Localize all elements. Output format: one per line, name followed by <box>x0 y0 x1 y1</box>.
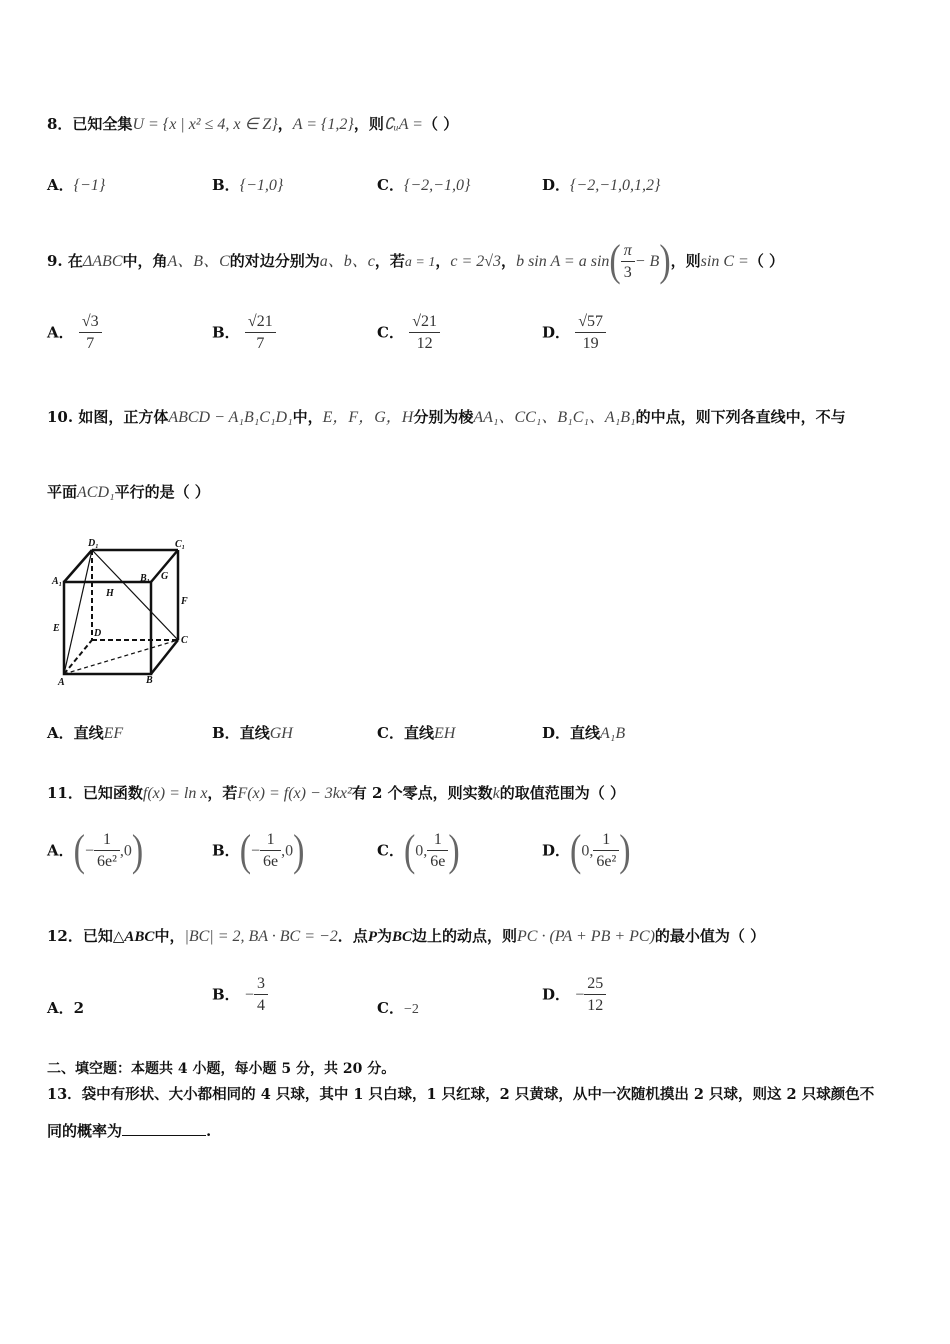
option-label: B． <box>212 323 240 342</box>
q8-mid: ，则 <box>353 115 384 133</box>
q11-option-b[interactable] <box>212 826 305 875</box>
q10-option-d[interactable] <box>542 722 625 743</box>
q8-option-d[interactable] <box>542 174 660 195</box>
frac-den: 7 <box>86 335 95 352</box>
option-value: {−1} <box>73 177 106 194</box>
option-right: ,0 <box>119 842 132 860</box>
q9-p6: （ ） <box>748 252 785 270</box>
option-label: B． <box>212 724 240 742</box>
answer-blank[interactable] <box>122 1121 206 1136</box>
frac-num: 1 <box>94 830 120 851</box>
option-value: GH <box>269 725 293 742</box>
frac-den: 6e <box>263 853 279 870</box>
right-paren: ) <box>131 826 144 875</box>
cube-figure <box>44 536 204 688</box>
option-value: A₁B <box>600 725 626 742</box>
option-value: {−2,−1,0,1,2} <box>570 177 661 194</box>
frac-num: 1 <box>427 830 448 851</box>
left-paren: ( <box>239 826 252 875</box>
option-label: D． <box>542 841 571 860</box>
label-c1: C₁ <box>175 539 186 550</box>
q11-p2: ，若 <box>207 784 238 802</box>
q10-option-c[interactable] <box>377 722 455 743</box>
option-left: − <box>84 842 94 860</box>
frac-den: 19 <box>582 335 599 352</box>
q9-comma: ， <box>435 252 451 270</box>
q11-k: k <box>492 785 500 802</box>
q10-p1: 10. 如图，正方体 <box>47 408 169 426</box>
question-12-stem <box>47 925 765 946</box>
label-a: A <box>58 677 65 688</box>
option-text: 直线 <box>570 724 601 742</box>
option-label: A． <box>47 724 74 742</box>
frac-den: 6e² <box>97 853 117 870</box>
q9-triangle: ΔABC <box>82 253 123 270</box>
question-9-stem <box>47 238 784 286</box>
q10-line2-p1: 平面 <box>47 483 78 501</box>
q9-p1: 9. 在 <box>47 252 83 270</box>
q8-suffix: （ ） <box>422 115 459 133</box>
label-a1: A₁ <box>52 576 63 587</box>
option-fraction <box>245 312 276 355</box>
option-label: C． <box>377 176 404 194</box>
option-fraction <box>584 974 606 1017</box>
option-label: C． <box>377 841 404 860</box>
label-d1: D₁ <box>88 538 99 549</box>
q9-p2: 中，角 <box>122 252 168 270</box>
q11-option-a[interactable] <box>47 826 144 875</box>
q11-option-d[interactable] <box>542 826 631 875</box>
label-b: B <box>146 675 153 686</box>
option-fraction <box>409 312 440 355</box>
left-paren: ( <box>73 826 85 875</box>
frac-num: π <box>621 241 635 262</box>
q12-p6: 的最小值为（ ） <box>654 927 766 945</box>
q10-option-a[interactable] <box>47 722 123 743</box>
q13-suffix: . <box>206 1122 212 1140</box>
q9-cond-eq: b sin A = a sin <box>516 253 610 270</box>
q10-line2-p2: 平行的是（ ） <box>114 483 210 501</box>
frac-num: 3 <box>254 974 268 995</box>
frac-num: √57 <box>575 312 606 333</box>
q8-complement: ∁ᵤA = <box>383 116 423 133</box>
option-label: A． <box>47 176 74 194</box>
option-text: 直线 <box>73 724 104 742</box>
option-sign: − <box>244 986 254 1004</box>
label-h: H <box>106 588 114 599</box>
q9-cond-a: a = 1 <box>404 255 436 270</box>
q12-cond: |BC| = 2, BA · BC = −2 <box>184 928 338 945</box>
option-label: D． <box>542 176 571 194</box>
q12-p3: ．点 <box>337 927 368 945</box>
q9-p5: ，则 <box>670 252 701 270</box>
left-paren: ( <box>609 237 621 286</box>
q12-p5: 边上的动点，则 <box>412 927 518 945</box>
q9-option-d[interactable] <box>542 312 606 355</box>
option-value: EF <box>103 725 124 742</box>
option-left: 0, <box>415 842 428 860</box>
option-value: {−2,−1,0} <box>403 177 471 194</box>
q12-option-b[interactable] <box>212 974 268 1017</box>
q10-edges: AA₁、CC₁、B₁C₁、A₁B₁ <box>473 409 636 426</box>
q12-expr: PC · (PA + PB + PC) <box>517 928 655 945</box>
right-paren: ) <box>293 826 305 875</box>
question-13-line2 <box>47 1120 211 1141</box>
label-f: F <box>181 596 188 607</box>
line-a-d1 <box>64 550 92 674</box>
edge-b-c <box>151 640 178 674</box>
option-label: D． <box>542 985 571 1004</box>
question-10-stem <box>47 404 846 427</box>
q11-p3: 有 2 个零点，则实数 <box>351 784 493 802</box>
left-paren: ( <box>403 826 416 875</box>
option-label: B． <box>212 985 240 1004</box>
option-label: C． <box>377 999 404 1017</box>
q11-p1: 11．已知函数 <box>47 784 143 802</box>
q10-option-b[interactable] <box>212 722 293 743</box>
frac-den: 3 <box>623 263 632 281</box>
question-11-stem <box>47 782 625 803</box>
option-fraction <box>260 830 281 873</box>
q11-f: f(x) = ln x <box>142 785 208 802</box>
line-a-c <box>64 640 178 674</box>
q9-comma: ， <box>501 252 517 270</box>
q8-option-c[interactable] <box>377 174 470 195</box>
q9-cond-c: c = 2√3 <box>450 253 502 270</box>
right-paren: ) <box>659 237 671 286</box>
frac-num: 1 <box>260 830 281 851</box>
option-fraction <box>79 312 102 355</box>
option-value: 2 <box>73 999 85 1017</box>
frac-den: 12 <box>587 997 604 1014</box>
frac-den: 6e <box>430 853 446 870</box>
q10-p3: 分别为棱 <box>413 408 474 426</box>
q12-triangle: ABC <box>124 929 155 945</box>
q9-target: sin C = <box>700 253 749 270</box>
option-label: D． <box>542 323 571 342</box>
right-paren: ) <box>448 826 460 875</box>
question-8-stem <box>47 113 458 134</box>
label-c: C <box>181 635 188 646</box>
q9-sides: a、b、c <box>319 253 375 270</box>
q9-minus-b: − B <box>634 253 660 270</box>
option-right: ,0 <box>281 842 294 860</box>
frac-num: 1 <box>593 830 619 851</box>
option-fraction <box>254 974 268 1017</box>
frac-den: 6e² <box>596 853 617 870</box>
option-fraction <box>575 312 606 355</box>
q12-point-p: P <box>367 929 377 945</box>
q8-prefix: 8．已知全集 <box>47 115 133 133</box>
option-text: 直线 <box>403 724 434 742</box>
label-g: G <box>161 571 169 582</box>
q9-pi-over-3 <box>621 241 635 284</box>
q8-separator: ， <box>277 115 293 133</box>
option-label: C． <box>377 323 404 342</box>
question-13-line1: 13．袋中有形状、大小都相同的 4 只球，其中 1 只白球，1 只红球，2 只黄球，从中一次随机摸出 2 只球，则这 2 只球颜色不 <box>47 1086 875 1103</box>
q8-set-a: A = {1,2} <box>292 116 354 133</box>
q8-option-a[interactable] <box>47 174 105 195</box>
option-label: C． <box>377 724 404 742</box>
question-10-stem-line2 <box>47 481 210 502</box>
option-label: D． <box>542 724 571 742</box>
q10-p2: 中， <box>292 408 323 426</box>
option-label: A． <box>47 999 74 1017</box>
frac-den: 12 <box>416 335 433 352</box>
q9-option-c[interactable] <box>377 312 440 355</box>
q8-option-b[interactable] <box>212 174 283 195</box>
option-left: − <box>251 842 261 860</box>
label-d: D <box>94 628 102 639</box>
q10-plane: ACD₁ <box>77 484 115 501</box>
q9-option-b[interactable] <box>212 312 276 355</box>
option-text: 直线 <box>239 724 270 742</box>
option-left: 0, <box>581 842 594 860</box>
option-fraction <box>94 830 120 873</box>
option-fraction <box>427 830 448 873</box>
q11-p4: 的取值范围为（ ） <box>499 784 625 802</box>
option-label: B． <box>212 841 240 860</box>
frac-den: 7 <box>256 335 265 352</box>
q10-p4: 的中点，则下列各直线中，不与 <box>635 408 846 426</box>
option-label: B． <box>212 176 240 194</box>
q9-option-a[interactable] <box>47 312 102 355</box>
option-sign: − <box>575 986 585 1004</box>
q12-bc: BC <box>392 929 413 945</box>
option-fraction <box>593 830 619 873</box>
q9-angles: A、B、C <box>167 253 230 270</box>
option-label: A． <box>47 841 74 860</box>
option-label: A． <box>47 323 74 342</box>
q11-F: F(x) = f(x) − 3kx² <box>237 785 352 802</box>
q12-p4: 为 <box>376 927 392 945</box>
frac-num: √3 <box>79 312 102 333</box>
left-paren: ( <box>570 826 582 875</box>
frac-num: 25 <box>584 974 606 995</box>
q11-option-c[interactable] <box>377 826 460 875</box>
option-value: −2 <box>403 1002 419 1017</box>
q12-option-d[interactable] <box>542 974 606 1017</box>
q12-option-c[interactable] <box>377 997 419 1018</box>
frac-den: 4 <box>256 997 265 1014</box>
section-2-heading: 二、填空题：本题共 4 小题，每小题 5 分，共 20 分。 <box>47 1061 396 1077</box>
option-value: EH <box>433 725 456 742</box>
q10-cube: ABCD − A₁B₁C₁D₁ <box>168 409 293 426</box>
label-b1: B₁ <box>140 573 151 584</box>
q9-p4: ，若 <box>374 252 405 270</box>
label-e: E <box>53 623 60 634</box>
q10-points: E，F，G，H <box>322 409 414 426</box>
frac-num: √21 <box>409 312 440 333</box>
right-paren: ) <box>619 826 631 875</box>
q8-set-u: U = {x | x² ≤ 4, x ∈ Z} <box>132 116 278 133</box>
frac-num: √21 <box>245 312 276 333</box>
q12-option-a[interactable] <box>47 997 84 1018</box>
q12-p1: 12．已知△ <box>47 927 125 945</box>
q9-p3: 的对边分别为 <box>229 252 320 270</box>
option-value: {−1,0} <box>239 177 284 194</box>
q13-prefix: 同的概率为 <box>47 1122 123 1140</box>
q12-p2: 中， <box>154 927 185 945</box>
